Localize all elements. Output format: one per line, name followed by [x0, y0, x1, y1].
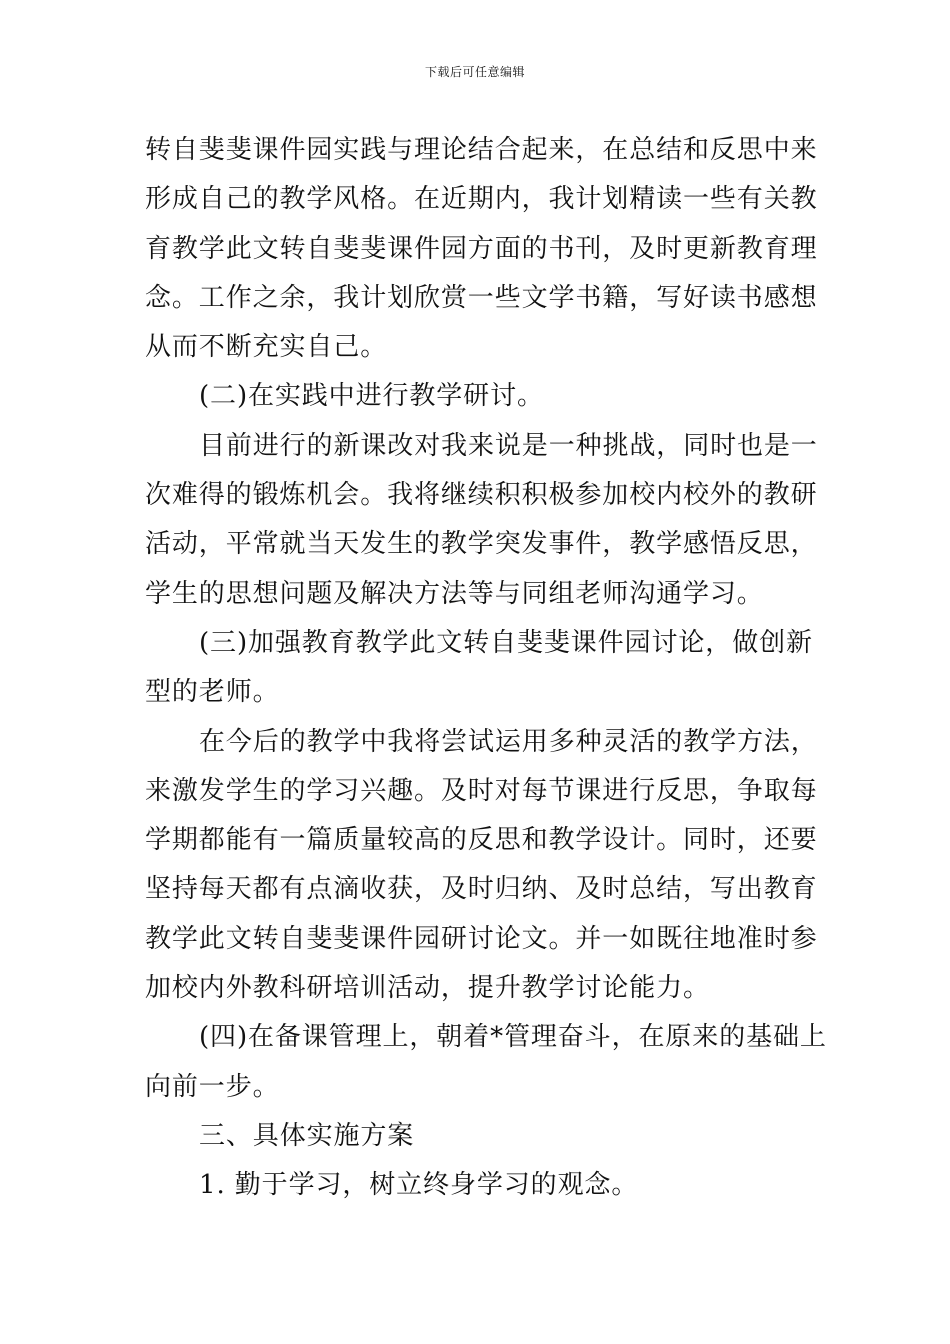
text-line: 教学此文转自斐斐课件园研讨论文。并一如既往地准时参 [145, 923, 818, 954]
text-line: 加校内外教科研培训活动，提升教学讨论能力。 [145, 973, 710, 1004]
text-line: 三、具体实施方案 [199, 1120, 415, 1151]
text-line: 型的老师。 [145, 677, 280, 708]
text-line: 坚持每天都有点滴收获，及时归纳、及时总结，写出教育 [145, 874, 818, 905]
text-line: 目前进行的新课改对我来说是一种挑战，同时也是一 [199, 430, 818, 461]
text-line: 从而不断充实自己。 [145, 332, 388, 363]
text-line: 转自斐斐课件园实践与理论结合起来，在总结和反思中来 [145, 135, 818, 165]
text-line: 学期都能有一篇质量较高的反思和教学设计。同时，还要 [145, 825, 818, 856]
text-line: 在今后的教学中我将尝试运用多种灵活的教学方法， [199, 726, 818, 757]
document-body [145, 126, 827, 1211]
page-header: 下载后可任意编辑 [424, 65, 525, 79]
text-line: 1. 勤于学习，树立终身学习的观念。 [199, 1170, 639, 1201]
text-line: (四)在备课管理上，朝着*管理奋斗，在原来的基础上 [199, 1022, 827, 1053]
text-line: 形成自己的教学风格。在近期内，我计划精读一些有关教 [145, 184, 818, 215]
text-line: 来激发学生的学习兴趣。及时对每节课进行反思，争取每 [145, 775, 818, 806]
text-line: 活动，平常就当天发生的教学突发事件，教学感悟反思， [145, 529, 818, 560]
text-line: 学生的思想问题及解决方法等与同组老师沟通学习。 [145, 578, 764, 609]
text-line: (三)加强教育教学此文转自斐斐课件园讨论，做创新 [199, 627, 813, 658]
text-line: 向前一步。 [145, 1071, 280, 1102]
text-line: 育教学此文转自斐斐课件园方面的书刊，及时更新教育理 [145, 233, 818, 264]
text-line: (二)在实践中进行教学研讨。 [199, 381, 544, 412]
text-line: 次难得的锻炼机会。我将继续积积极参加校内校外的教研 [145, 480, 818, 511]
text-line: 念。工作之余，我计划欣赏一些文学书籍，写好读书感想 [145, 282, 818, 313]
